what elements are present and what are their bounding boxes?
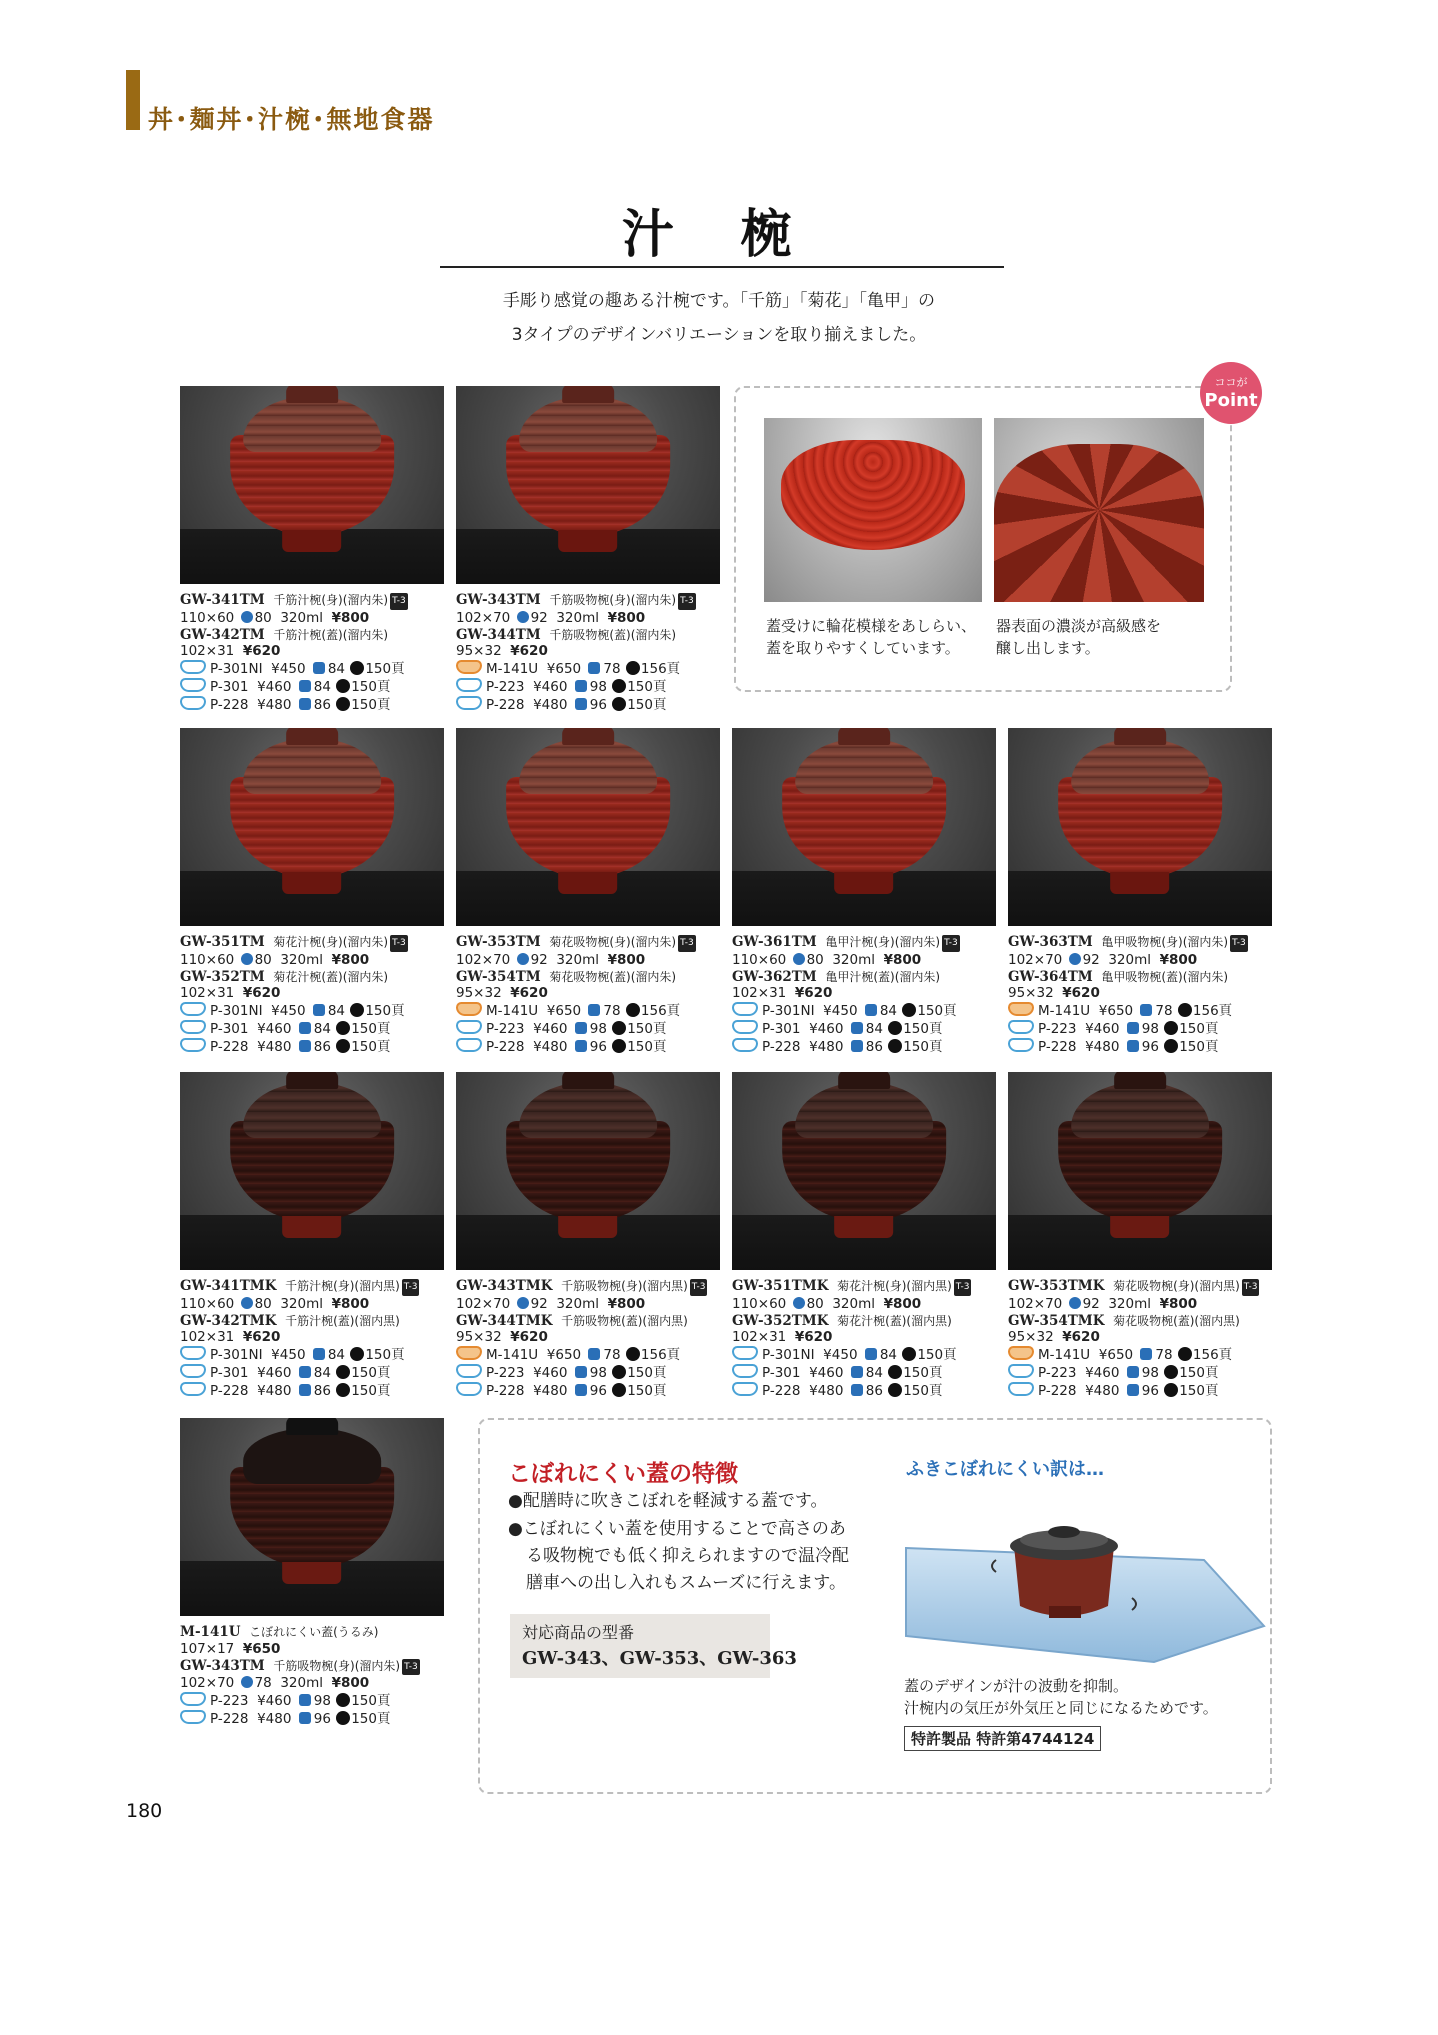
feature-title: こぼれにくい蓋の特徴 xyxy=(508,1461,738,1487)
intro-line-1: 手彫り感覚の趣ある汁椀です。「千筋」「菊花」「亀甲」の xyxy=(502,291,936,311)
tray-row: P-301NI ¥450 84 150頁 xyxy=(180,1346,419,1364)
product-caption: GW-351TMK 菊花汁椀(身)(溜内黒) T-3 110×60 80 320ml ¥800 GW-352TMK 菊花汁椀(蓋)(溜内黒) 102×31 ¥620 P-301NI ¥450 84 150頁 P-301 ¥460 84 150頁 P-228 ¥480 86 150頁 xyxy=(732,1278,970,1399)
tray-row: P-228 ¥480 96 150頁 xyxy=(456,696,696,714)
tray-row: P-228 ¥480 86 150頁 xyxy=(180,1038,408,1056)
tray-row: P-301 ¥460 84 150頁 xyxy=(180,1020,408,1038)
product-caption: GW-343TMK 千筋吸物椀(身)(溜内黒) T-3 102×70 92 320ml ¥800 GW-344TMK 千筋吸物椀(蓋)(溜内黒) 95×32 ¥620 M-141U ¥650 78 156頁 P-223 ¥460 98 150頁 P-228 ¥480 96 150頁 xyxy=(456,1278,706,1399)
tray-row: P-223 ¥460 98 150頁 xyxy=(456,1364,707,1382)
tray-row: P-301 ¥460 84 150頁 xyxy=(732,1364,971,1382)
section-title: 丼･麺丼･汁椀･無地食器 xyxy=(148,105,435,134)
tray-row: P-223 ¥460 98 150頁 xyxy=(180,1692,420,1710)
feature-bullet-1: ●配膳時に吹きこぼれを軽減する蓋です。 xyxy=(508,1491,828,1511)
tray-row: M-141U ¥650 78 156頁 xyxy=(456,1002,696,1020)
explanation-1: 蓋のデザインが汁の波動を抑制。 xyxy=(904,1677,1128,1695)
product-photo xyxy=(1008,728,1272,926)
point-text-2: 器表面の濃淡が高級感を 醸し出します。 xyxy=(996,617,1162,657)
patent-label: 特許製品 特許第4744124 xyxy=(904,1726,1101,1751)
tray-row: P-301 ¥460 84 150頁 xyxy=(732,1020,960,1038)
tray-row: M-141U ¥650 78 156頁 xyxy=(456,1346,707,1364)
product-caption: GW-351TM 菊花汁椀(身)(溜内朱) T-3 110×60 80 320ml ¥800 GW-352TM 菊花汁椀(蓋)(溜内朱) 102×31 ¥620 P-301NI ¥450 84 150頁 P-301 ¥460 84 150頁 P-228 ¥480 86 150頁 xyxy=(180,934,406,1055)
product-caption: GW-343TM 千筋吸物椀(身)(溜内朱) T-3 102×70 92 320ml ¥800 GW-344TM 千筋吸物椀(蓋)(溜内朱) 95×32 ¥620 M-141U ¥650 78 156頁 P-223 ¥460 98 150頁 P-228 ¥480 96 150頁 xyxy=(456,592,694,713)
product-photo xyxy=(732,728,996,926)
tray-row: M-141U ¥650 78 156頁 xyxy=(1008,1346,1259,1364)
point-badge-small: ココが xyxy=(1214,376,1248,389)
why-title: ふきこぼれにくい訳は… xyxy=(906,1459,1104,1480)
spill-diagram-illustration xyxy=(904,1486,1266,1666)
product-caption: GW-341TM 千筋汁椀(身)(溜内朱) T-3 110×60 80 320ml ¥800 GW-342TM 千筋汁椀(蓋)(溜内朱) 102×31 ¥620 P-301NI ¥450 84 150頁 P-301 ¥460 84 150頁 P-228 ¥480 86 150頁 xyxy=(180,592,406,713)
tray-row: P-228 ¥480 86 150頁 xyxy=(732,1382,971,1400)
product-photo xyxy=(180,1072,444,1270)
tray-row: P-228 ¥480 96 150頁 xyxy=(1008,1038,1248,1056)
page-title: 汁 椀 xyxy=(621,204,817,265)
tray-row: P-301NI ¥450 84 150頁 xyxy=(732,1002,960,1020)
product-caption: GW-341TMK 千筋汁椀(身)(溜内黒) T-3 110×60 80 320ml ¥800 GW-342TMK 千筋汁椀(蓋)(溜内黒) 102×31 ¥620 P-301NI ¥450 84 150頁 P-301 ¥460 84 150頁 P-228 ¥480 86 150頁 xyxy=(180,1278,418,1399)
tray-row: P-301NI ¥450 84 150頁 xyxy=(732,1346,971,1364)
product-photo xyxy=(732,1072,996,1270)
point-badge xyxy=(1200,362,1262,424)
tray-row: P-301NI ¥450 84 150頁 xyxy=(180,1002,408,1020)
tray-row: P-228 ¥480 86 150頁 xyxy=(732,1038,960,1056)
tray-row: P-228 ¥480 96 150頁 xyxy=(456,1382,707,1400)
intro-line-2: 3タイプのデザインバリエーションを取り揃えました。 xyxy=(511,325,927,345)
detail-photo-rim xyxy=(764,418,982,602)
lid-product-photo xyxy=(180,1418,444,1616)
product-photo xyxy=(180,386,444,584)
tray-row: M-141U ¥650 78 156頁 xyxy=(456,660,696,678)
section-marker xyxy=(126,70,140,130)
tray-row: P-223 ¥460 98 150頁 xyxy=(456,1020,696,1038)
lid-product-caption: M-141U こぼれにくい蓋(うるみ) 107×17 ¥650 GW-343TM 千筋吸物椀(身)(溜内朱) T-3 102×70 78 320ml ¥800 P-223 ¥460 98 150頁 P-228 ¥480 96 150頁 xyxy=(180,1624,418,1727)
detail-photo-surface xyxy=(994,418,1204,602)
tray-row: P-228 ¥480 96 150頁 xyxy=(1008,1382,1259,1400)
tray-row: P-228 ¥480 86 150頁 xyxy=(180,1382,419,1400)
title-divider xyxy=(440,266,1004,268)
product-photo xyxy=(456,386,720,584)
tray-row: P-301 ¥460 84 150頁 xyxy=(180,678,408,696)
tray-row: P-223 ¥460 98 150頁 xyxy=(1008,1020,1248,1038)
models-list: GW-343、GW-353、GW-363 xyxy=(522,1648,797,1669)
tray-row: P-301 ¥460 84 150頁 xyxy=(180,1364,419,1382)
tray-row: P-301NI ¥450 84 150頁 xyxy=(180,660,408,678)
point-badge-big: Point xyxy=(1204,390,1258,411)
models-label: 対応商品の型番 xyxy=(522,1623,635,1642)
explanation-2: 汁椀内の気圧が外気圧と同じになるためです。 xyxy=(904,1699,1218,1717)
tray-row: P-228 ¥480 96 150頁 xyxy=(180,1710,420,1728)
product-caption: GW-363TM 亀甲吸物椀(身)(溜内朱) T-3 102×70 92 320ml ¥800 GW-364TM 亀甲吸物椀(蓋)(溜内朱) 95×32 ¥620 M-141U ¥650 78 156頁 P-223 ¥460 98 150頁 P-228 ¥480 96 150頁 xyxy=(1008,934,1246,1055)
product-caption: GW-353TMK 菊花吸物椀(身)(溜内黒) T-3 102×70 92 320ml ¥800 GW-354TMK 菊花吸物椀(蓋)(溜内黒) 95×32 ¥620 M-141U ¥650 78 156頁 P-223 ¥460 98 150頁 P-228 ¥480 96 150頁 xyxy=(1008,1278,1258,1399)
product-photo xyxy=(1008,1072,1272,1270)
product-photo xyxy=(180,728,444,926)
product-caption: GW-353TM 菊花吸物椀(身)(溜内朱) T-3 102×70 92 320ml ¥800 GW-354TM 菊花吸物椀(蓋)(溜内朱) 95×32 ¥620 M-141U ¥650 78 156頁 P-223 ¥460 98 150頁 P-228 ¥480 96 150頁 xyxy=(456,934,694,1055)
product-photo xyxy=(456,1072,720,1270)
tray-row: P-223 ¥460 98 150頁 xyxy=(1008,1364,1259,1382)
tray-row: P-223 ¥460 98 150頁 xyxy=(456,678,696,696)
tray-row: P-228 ¥480 86 150頁 xyxy=(180,696,408,714)
product-caption: GW-361TM 亀甲汁椀(身)(溜内朱) T-3 110×60 80 320ml ¥800 GW-362TM 亀甲汁椀(蓋)(溜内朱) 102×31 ¥620 P-301NI ¥450 84 150頁 P-301 ¥460 84 150頁 P-228 ¥480 86 150頁 xyxy=(732,934,958,1055)
product-photo xyxy=(456,728,720,926)
feature-bullet-2: ●こぼれにくい蓋を使用することで高さのあ る吸物椀でも低く抑えられますので温冷配 膳車への出し入れもスムーズに行えます。 xyxy=(508,1519,849,1593)
page-number: 180 xyxy=(126,1800,163,1822)
tray-row: M-141U ¥650 78 156頁 xyxy=(1008,1002,1248,1020)
tray-row: P-228 ¥480 96 150頁 xyxy=(456,1038,696,1056)
point-text-1: 蓋受けに輪花模様をあしらい、 蓋を取りやすくしています。 xyxy=(766,617,977,657)
